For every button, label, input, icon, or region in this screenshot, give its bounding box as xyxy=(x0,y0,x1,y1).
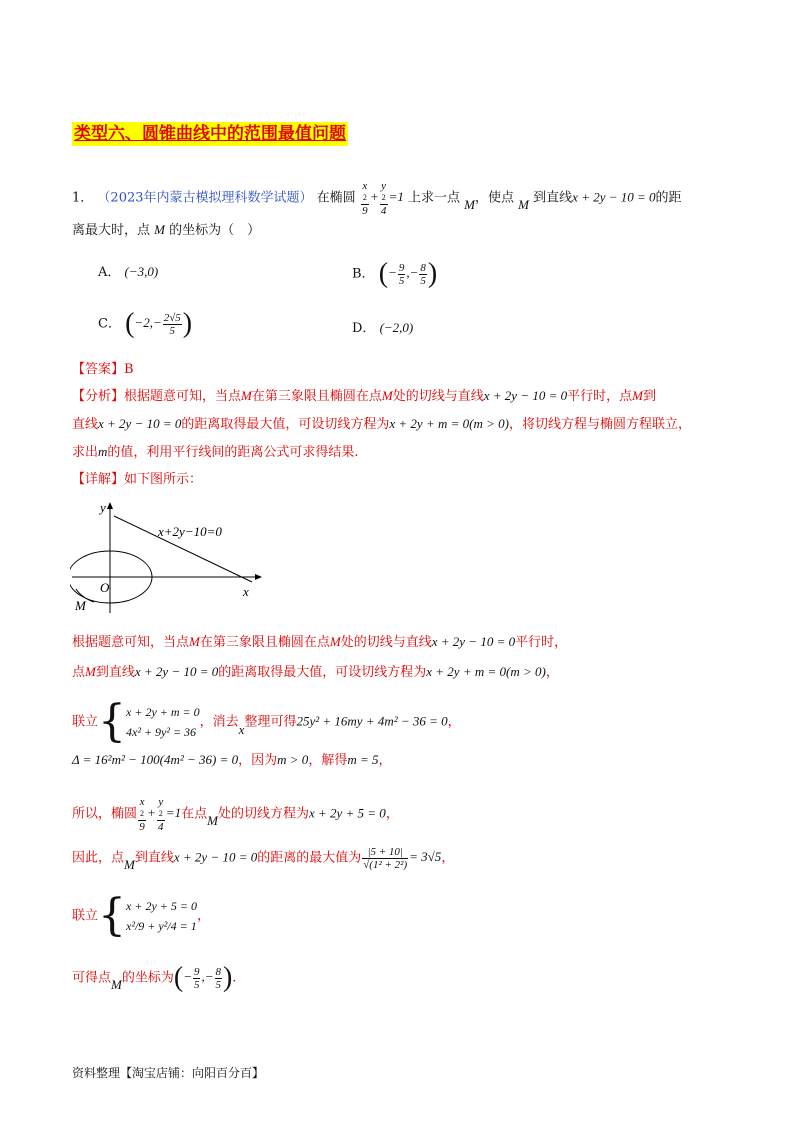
option-a[interactable]: A． (−3,0) xyxy=(98,264,159,280)
system-1: x + 2y + m = 0 4x² + 9y² = 36 xyxy=(126,705,200,739)
option-a-value: (−3,0) xyxy=(124,264,159,279)
detail-line: 【详解】如下图所示： xyxy=(72,472,203,487)
point-m-label: M xyxy=(75,598,86,613)
solution-line-1: 根据题意可知，当点M在第三象限且椭圆在点M处的切线与直线x + 2y − 10 = 0平行时， xyxy=(72,634,568,650)
question-source: （2023年内蒙古模拟理科数学试题） xyxy=(97,190,313,206)
option-c[interactable]: C． (−2,− $\frac{2√5}{5}$ ) xyxy=(98,308,193,340)
option-b[interactable]: B． (− $\frac{9}{5}$ ,− $\frac{8}{5}$ ) xyxy=(352,258,438,290)
solution-line-3: 联立{x + 2y + m = 0 4x² + 9y² = 36，消去x整理可得25y² + 16my + 4m² − 36 = 0， xyxy=(72,696,461,747)
ellipse-figure xyxy=(70,498,270,618)
option-b-value: (− $\frac{9}{5}$ ,− $\frac{8}{5}$ ) xyxy=(378,258,438,290)
origin-label: O xyxy=(100,580,110,595)
question-line-2: 离最大时，点 M 的坐标为（ ） xyxy=(72,222,261,238)
option-d-value: (−2,0) xyxy=(379,320,414,335)
solution-line-5: 所以，椭圆 x 2 9 + y 2 4 =1在点M处的切线方程为x + 2y + 5 = 0， xyxy=(72,796,399,833)
solution-line-2: 点M到直线x + 2y − 10 = 0的距离取得最大值，可设切线方程为x + 2y + m = 0(m > 0)， xyxy=(72,664,559,680)
solution-line-6: 因此，点M到直线x + 2y − 10 = 0的距离的最大值为 $\frac{|5 + 10|}{\text{√(1² + 2²)}}$ = 3√5， xyxy=(72,846,455,873)
system-2: x + 2y + 5 = 0 x²/9 + y²/4 = 1 xyxy=(126,899,197,933)
analysis-line-2: 直线x + 2y − 10 = 0的距离取得最大值，可设切线方程为x + 2y + m = 0(m > 0)，将切线方程与椭圆方程联立， xyxy=(72,416,691,432)
y-axis-label: y xyxy=(100,500,106,515)
section-title: 类型六、圆锥曲线中的范围最值问题 xyxy=(74,124,346,144)
question-line-1: 1． （2023年内蒙古模拟理科数学试题） 在椭圆 x 2 9 + y 2 4 =1 上求一点 M，使点 M 到直线x + 2y − 10 = 0的距 xyxy=(72,180,682,217)
line-equation: x + 2y − 10 = 0 xyxy=(572,189,656,205)
x-axis-arrow xyxy=(255,574,262,580)
solution-line-8: 可得点M的坐标为(− $\frac{9}{5}$ ,− $\frac{8}{5}$ ). xyxy=(72,962,237,994)
answer-value: B xyxy=(124,362,134,377)
x-axis-label: x xyxy=(243,584,249,599)
option-d[interactable]: D． (−2,0) xyxy=(352,320,414,336)
ellipse-equation: x 2 9 + y 2 4 =1 xyxy=(362,180,404,217)
answer-line: 【答案】B xyxy=(72,362,134,377)
solution-line-7: 联立{x + 2y + 5 = 0 x²/9 + y²/4 = 1， xyxy=(72,890,210,941)
y-axis-arrow xyxy=(107,502,113,509)
footer-text: 资料整理【淘宝店铺：向阳百分百】 xyxy=(72,1066,265,1080)
analysis-line-1: 【分析】根据题意可知，当点M在第三象限且椭圆在点M处的切线与直线x + 2y − 10 = 0平行时，点M到 xyxy=(72,388,656,404)
solution-line-4: Δ = 16²m² − 100(4m² − 36) = 0，因为m > 0，解得m = 5， xyxy=(72,752,392,768)
line-label: x+2y−10=0 xyxy=(158,524,222,539)
option-c-value: (−2,− $\frac{2√5}{5}$ ) xyxy=(125,308,193,340)
analysis-line-3: 求出m的值，利用平行线间的距离公式可求得结果. xyxy=(72,444,359,460)
